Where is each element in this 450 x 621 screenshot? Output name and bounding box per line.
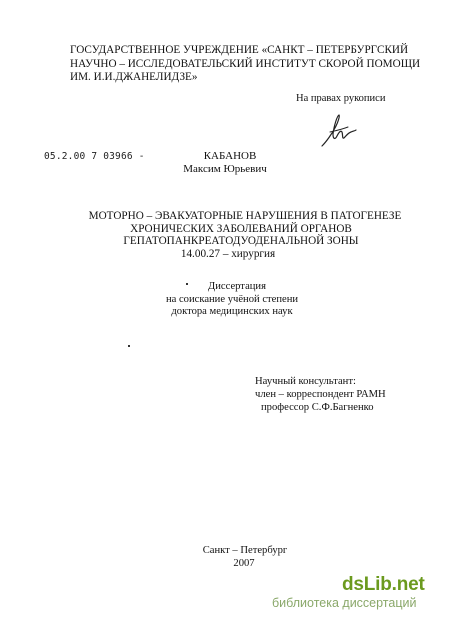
author-block bbox=[0, 150, 450, 176]
handwritten-signature bbox=[318, 112, 358, 150]
city: Санкт – Петербург bbox=[202, 545, 288, 556]
dissertation-line-2: на соискание учёной степени bbox=[165, 293, 299, 305]
institution-line-2: НАУЧНО – ИССЛЕДОВАТЕЛЬСКИЙ ИНСТИТУТ СКОРОЙ ПОМОЩИ bbox=[70, 57, 421, 70]
institution-header bbox=[70, 44, 420, 85]
institution-line-3: ИМ. И.И.ДЖАНЕЛИДЗЕ» bbox=[70, 71, 198, 83]
title-line-1: МОТОРНО – ЭВАКУАТОРНЫЕ НАРУШЕНИЯ В ПАТОГЕНЕЗЕ bbox=[88, 210, 402, 222]
dissertation-title bbox=[0, 210, 450, 260]
title-line-3: ГЕПАТОПАНКРЕАТОДУОДЕНАЛЬНОЙ ЗОНЫ bbox=[123, 235, 359, 247]
dissertation-line-1: Диссертация bbox=[208, 281, 266, 292]
speck bbox=[128, 345, 130, 347]
place-and-year bbox=[0, 544, 450, 570]
institution-line-1: ГОСУДАРСТВЕННОЕ УЧРЕЖДЕНИЕ «САНКТ – ПЕТЕРБУРГСКИЙ bbox=[70, 44, 409, 56]
dissertation-type bbox=[0, 281, 450, 319]
stamp-code: 05.2.00 7 03966 - bbox=[44, 151, 145, 162]
advisor-label: Научный консультант: bbox=[255, 376, 356, 387]
advisor-name: профессор С.Ф.Багненко bbox=[261, 401, 374, 413]
watermark bbox=[272, 574, 425, 610]
watermark-logo: dsLib.net bbox=[342, 574, 425, 595]
dissertation-line-3: доктора медицинских наук bbox=[171, 306, 293, 317]
watermark-subtitle: библиотека диссертаций bbox=[272, 596, 417, 610]
title-line-2: ХРОНИЧЕСКИХ ЗАБОЛЕВАНИЙ ОРГАНОВ bbox=[130, 222, 352, 235]
year: 2007 bbox=[233, 558, 255, 569]
advisor-title: член – корреспондент РАМН bbox=[255, 388, 386, 400]
author-surname: КАБАНОВ bbox=[203, 150, 257, 162]
specialty: 14.00.27 – хирургия bbox=[180, 247, 276, 260]
rights-note: На правах рукописи bbox=[296, 93, 386, 104]
advisor-block bbox=[255, 376, 386, 414]
author-name: Максим Юрьевич bbox=[183, 163, 267, 175]
